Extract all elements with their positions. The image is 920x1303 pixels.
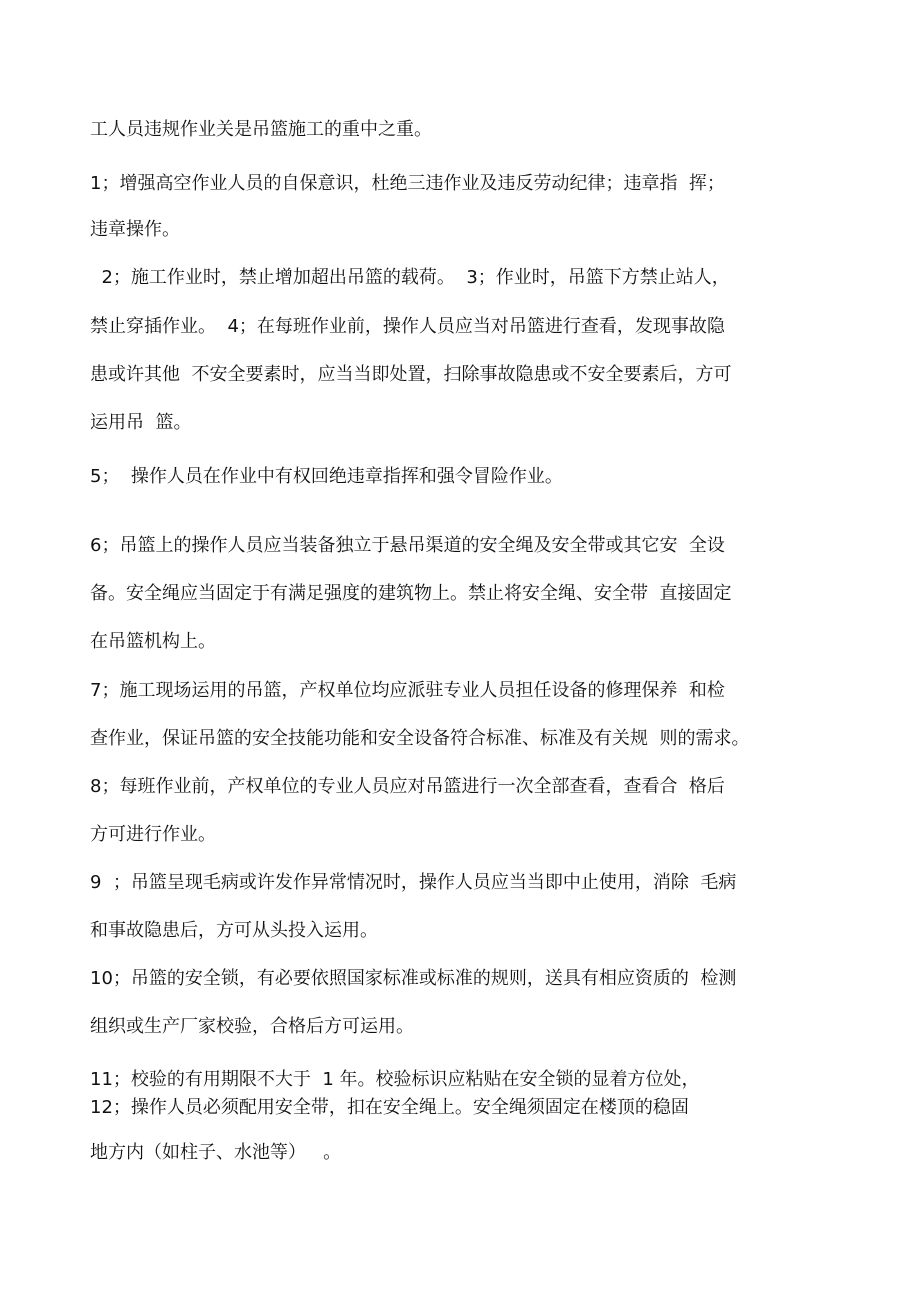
paragraph-line-22: 地方内（如柱子、水池等） 。 xyxy=(90,1142,342,1163)
paragraph-line-11: 在吊篮机构上。 xyxy=(90,631,216,652)
paragraph-line-7: 运用吊 篮。 xyxy=(90,412,192,433)
paragraph-line-4: 2；施工作业时，禁止增加超出吊篮的载荷。 3；作业时，吊篮下方禁止站人， xyxy=(90,267,730,288)
paragraph-line-3: 违章操作。 xyxy=(90,219,180,240)
paragraph-line-12: 7；施工现场运用的吊篮，产权单位均应派驻专业人员担任设备的修理保养 和检 xyxy=(90,680,725,701)
paragraph-line-2: 1；增强高空作业人员的自保意识，杜绝三违作业及违反劳动纪律；违章指 挥； xyxy=(90,173,725,194)
paragraph-line-8: 5； 操作人员在作业中有权回绝违章指挥和强令冒险作业。 xyxy=(90,466,563,487)
paragraph-line-21: 12；操作人员必须配用安全带，扣在安全绳上。安全绳须固定在楼顶的稳固 xyxy=(90,1097,689,1118)
paragraph-line-17: 和事故隐患后，方可从头投入运用。 xyxy=(90,920,378,941)
paragraph-line-14: 8；每班作业前，产权单位的专业人员应对吊篮进行一次全部查看，查看合 格后 xyxy=(90,776,725,797)
paragraph-line-16: 9 ；吊篮呈现毛病或许发作异常情况时，操作人员应当当即中止使用，消除 毛病 xyxy=(90,872,737,893)
paragraph-line-13: 查作业，保证吊篮的安全技能功能和安全设备符合标准、标准及有关规 则的需求。 xyxy=(90,728,750,749)
paragraph-line-18: 10；吊篮的安全锁，有必要依照国家标准或标准的规则，送具有相应资质的 检测 xyxy=(90,968,737,989)
paragraph-line-19: 组织或生产厂家校验，合格后方可运用。 xyxy=(90,1016,414,1037)
paragraph-line-15: 方可进行作业。 xyxy=(90,824,216,845)
paragraph-line-6: 患或许其他 不安全要素时，应当当即处置，扫除事故隐患或不安全要素后，方可 xyxy=(90,364,732,385)
paragraph-line-9: 6；吊篮上的操作人员应当装备独立于悬吊渠道的安全绳及安全带或其它安 全设 xyxy=(90,535,725,556)
paragraph-line-5: 禁止穿插作业。 4；在每班作业前，操作人员应当对吊篮进行查看，发现事故隐 xyxy=(90,316,725,337)
paragraph-line-10: 备。安全绳应当固定于有满足强度的建筑物上。禁止将安全绳、安全带 直接固定 xyxy=(90,583,732,604)
paragraph-line-1: 工人员违规作业关是吊篮施工的重中之重。 xyxy=(90,119,432,140)
paragraph-line-20: 11；校验的有用期限不大于 1 年。校验标识应粘贴在安全锁的显着方位处， xyxy=(90,1069,700,1090)
